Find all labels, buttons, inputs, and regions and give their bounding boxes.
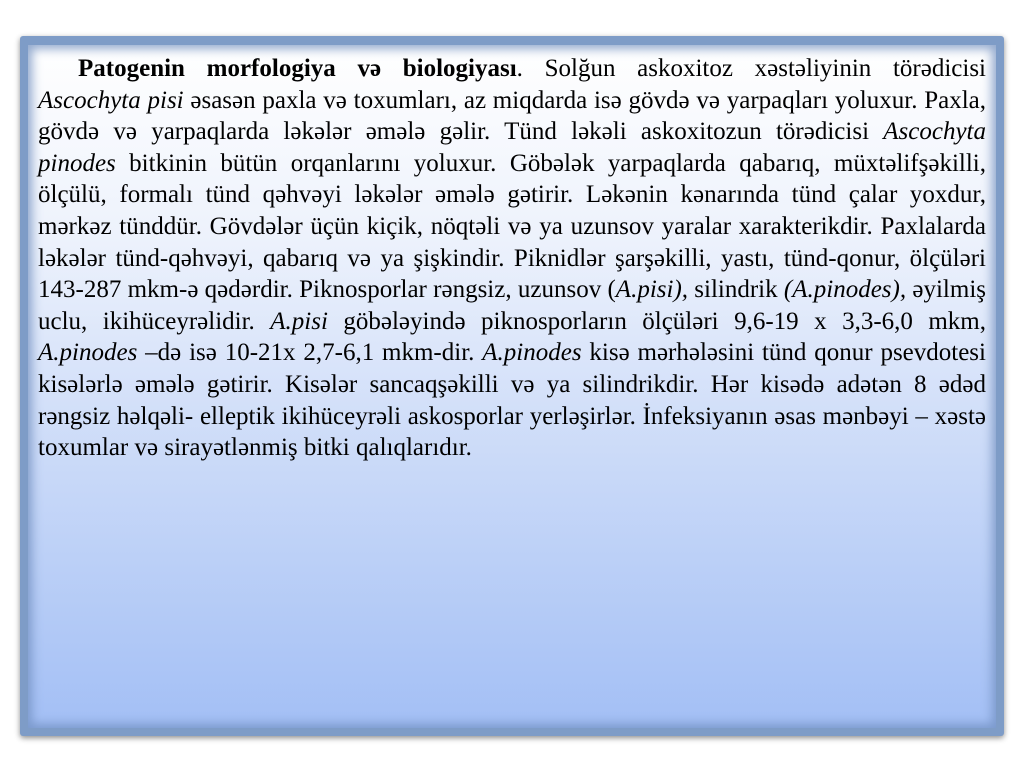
text-segment: –də isə 10-21x 2,7-6,1 mkm-dir.	[137, 339, 483, 367]
body-paragraph	[38, 53, 986, 464]
text-segment: kisə mərhələsini tünd qonur psevdotesi kisələrlə əmələ gətirir. Kisələr sancaqşəkilli və ya silindrikdir. Hər kisədə adətən 8 ədəd rəngsiz həlqəli- elleptik ikihüceyrəli askosporlar yerləşirlər. İnfeksiyanın əsas mənbəyi – xəstə toxumlar və sirayətlənmiş bitki qalıqlarıdır.	[38, 339, 986, 462]
species-name: (A.pinodes),	[783, 276, 907, 304]
species-name: Ascochyta pisi	[38, 86, 184, 114]
text-segment: göbələyində piknosporların ölçüləri 9,6-19 x 3,3-6,0 mkm,	[327, 307, 986, 335]
text-segment: əsasən paxla və toxumları, az miqdarda isə gövdə və yarpaqları yoluxur. Paxla, gövdə və yarpaqlarda ləkələr əmələ gəlir. Tünd ləkəli askoxitozun törədicisi	[38, 86, 987, 146]
species-name: A.pinodes	[482, 339, 582, 367]
species-name: Ascochyta pinodes	[38, 118, 986, 177]
text-segment: silindrik	[688, 276, 784, 304]
text-segment: bitkinin bütün orqanlarını yoluxur. Göbələk yarpaqlarda qabarıq, müxtəlifşəkilli, ölçülü, formalı tünd qəhvəyi ləkələr əmələ gətirir. Ləkənin kənarında tünd çalar yoxdur, mərkəz tünddür. Gövdələr üçün kiçik, nöqtəli və ya uzunsov yaralar xarakterikdir. Paxlalarda ləkələr tünd-qəhvəyi, qabarıq və ya şişkindir. Piknidlər şarşəkilli, yastı, tünd-qonur, ölçüləri 143-287 mkm-ə qədərdir. Piknosporlar rəngsiz, uzunsov (	[38, 149, 986, 304]
text-panel	[28, 45, 996, 728]
text-segment: . Solğun askoxitoz xəstəliyinin törədicisi	[516, 55, 986, 82]
species-name: A.pisi	[270, 307, 328, 335]
species-name: A.pinodes	[38, 339, 138, 367]
text-segment: əyilmiş uclu, ikihüceyrəlidir.	[38, 276, 986, 335]
species-name: A.pisi),	[615, 276, 689, 304]
paragraph-heading: Patogenin morfologiya və biologiyası	[78, 55, 517, 82]
